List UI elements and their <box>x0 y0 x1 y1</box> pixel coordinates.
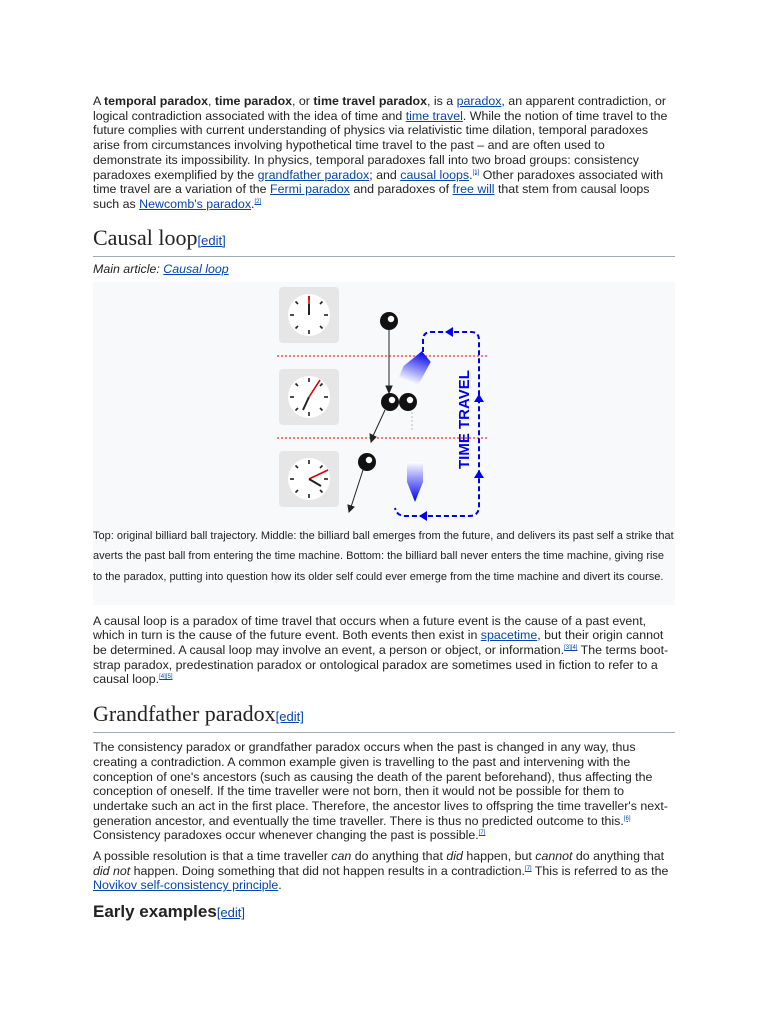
time-travel-label: TIME TRAVEL <box>456 369 473 469</box>
clock-icon <box>279 369 339 425</box>
billiard-ball-icon <box>358 453 376 471</box>
link-novikov-principle[interactable]: Novikov self-consistency principle <box>93 878 279 893</box>
link-paradox[interactable]: paradox <box>456 94 502 108</box>
heading-grandfather-paradox: Grandfather paradox[edit] <box>93 701 675 733</box>
ref-3-4[interactable]: [3][4] <box>564 644 578 651</box>
link-causal-loops[interactable]: causal loops <box>400 167 470 182</box>
causal-loop-figure <box>93 282 675 605</box>
billiard-ball-icon <box>380 312 398 330</box>
edit-link-causal-loop[interactable]: [edit] <box>197 232 226 248</box>
clock-icon <box>279 451 339 507</box>
link-spacetime[interactable]: spacetime <box>480 628 538 643</box>
link-fermi-paradox[interactable]: Fermi paradox <box>270 182 350 197</box>
figure-caption: Top: original billiard ball trajectory. Middle: the billiard ball emerges from the future, and delivers its past self a strike that averts the past ball from entering the time machine. Bottom: the billiard ball never enters the time machine, giving rise to the paradox, putting into question how its older self could ever emerge from the time machine and divert its course. <box>93 529 674 583</box>
link-main-causal-loop[interactable]: Causal loop <box>163 261 229 276</box>
link-grandfather-paradox[interactable]: grandfather paradox <box>257 167 370 182</box>
ref-7b[interactable]: [7] <box>524 865 532 872</box>
billiard-ball-icon <box>399 393 417 411</box>
heading-early-examples: Early examples[edit] <box>93 902 245 922</box>
edit-link-early-examples[interactable]: [edit] <box>216 905 245 921</box>
ref-6[interactable]: [6] <box>623 815 631 822</box>
link-newcombs-paradox[interactable]: Newcomb's paradox <box>139 196 252 211</box>
link-free-will[interactable]: free will <box>452 182 495 197</box>
billiard-ball-icon <box>381 393 399 411</box>
causal-loop-paragraph: A causal loop is a paradox of time travel that occurs when a future event is the cause of a past event, which in turn is the cause of the future event. Both events then exist in spacetime, but their origin cannot be determined. A causal loop may involve an event, a person or object, or information.[3][4] The terms boot-strap paradox, predestination paradox or ontological paradox are sometimes used in fiction to refer to a causal loop.[4][5] <box>93 613 669 687</box>
grandfather-paragraph-2: A possible resolution is that a time traveller can do anything that did happen, but cannot do anything that did not happen. Doing something that did not happen results in a contradiction.[7] This is referred to as the Novikov self-consistency principle. <box>93 849 669 893</box>
ref-2[interactable]: [2] <box>254 198 262 205</box>
article-body <box>93 94 675 924</box>
grandfather-paragraph-1: The consistency paradox or grandfather paradox occurs when the past is changed in any way, thus creating a contradiction. A common example given is travelling to the past and intervening with the conception of one's ancestors (such as causing the death of the parent beforehand), thus affecting the conception of oneself. If the time traveller were not born, then it would not be possible for them to undertake such an act in the first place. Therefore, the ancestor lives to offspring the time traveller's next-generation ancestor, and eventually the time traveller. There is thus no predicted outcome to this.[6] Consistency paradoxes occur whenever changing the past is possible.[7] <box>93 740 668 843</box>
ref-7[interactable]: [7] <box>478 830 486 837</box>
link-time-travel[interactable]: time travel <box>405 108 463 123</box>
main-article-note: Main article: Causal loop <box>93 261 229 276</box>
ref-4-5[interactable]: [4][5] <box>159 674 173 681</box>
edit-link-grandfather-paradox[interactable]: [edit] <box>275 709 304 725</box>
ref-1[interactable]: [1] <box>472 169 480 176</box>
clock-icon <box>279 287 339 343</box>
intro-paragraph: A temporal paradox, time paradox, or time travel paradox, is a paradox, an apparent contradiction, or logical contradiction associated with the idea of time and time travel. While the notion of time travel to the future complies with current understanding of physics via relativistic time dilation, temporal paradoxes arise from circumstances involving hypothetical time travel to the past – and are often used to demonstrate its impossibility. In physics, temporal paradoxes fall into two broad groups: consistency paradoxes exemplified by the grandfather paradox; and causal loops.[1] Other paradoxes associated with time travel are a variation of the Fermi paradox and paradoxes of free will that stem from causal loops such as Newcomb's paradox.[2] <box>93 94 668 211</box>
billiard-diagram <box>277 282 489 522</box>
heading-causal-loop: Causal loop[edit] <box>93 225 675 257</box>
